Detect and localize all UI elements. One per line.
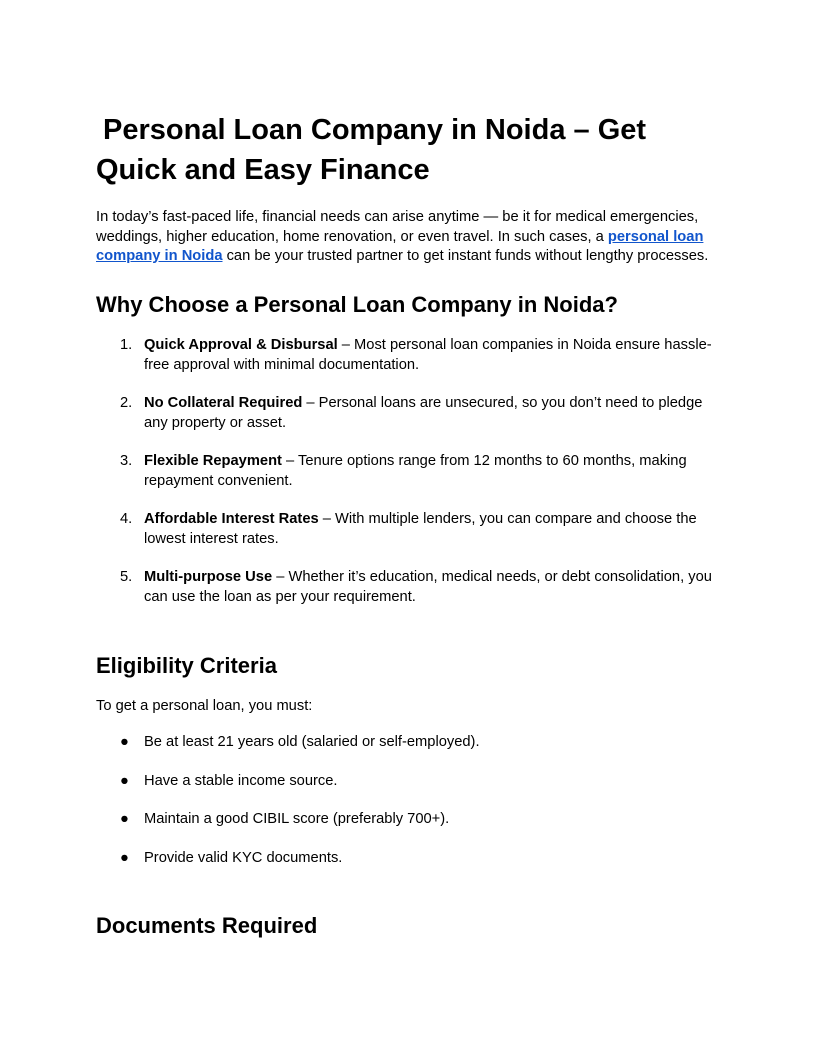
bullet-icon: ● bbox=[120, 734, 129, 750]
list-item bbox=[96, 394, 720, 452]
list-number: 3. bbox=[120, 453, 133, 469]
list-item bbox=[96, 733, 720, 772]
list-item-text: Be at least 21 years old (salaried or self-employed). bbox=[144, 734, 480, 750]
list-item-title: Quick Approval & Disbursal bbox=[144, 337, 338, 353]
list-item bbox=[96, 336, 720, 394]
eligibility-list bbox=[96, 733, 720, 887]
eligibility-intro: To get a personal loan, you must: bbox=[96, 698, 313, 714]
why-choose-heading: Why Choose a Personal Loan Company in Noida? bbox=[96, 292, 618, 317]
list-item-text: – Whether it’s education, medical needs, or debt consolidation, you can use the loan as per your requirement. bbox=[144, 569, 712, 605]
list-item-text: – With multiple lenders, you can compare and choose the lowest interest rates. bbox=[144, 511, 697, 547]
list-item-text: – Personal loans are unsecured, so you don’t need to pledge any property or asset. bbox=[144, 395, 703, 431]
bullet-icon: ● bbox=[120, 772, 129, 789]
page-title-text: Personal Loan Company in Noida – Get Quick and Easy Finance bbox=[96, 114, 647, 186]
list-item bbox=[96, 510, 720, 568]
list-item bbox=[96, 849, 720, 888]
page-title bbox=[96, 110, 720, 190]
list-item-text: – Tenure options range from 12 months to 60 months, making repayment convenient. bbox=[144, 453, 687, 489]
list-item-title: Flexible Repayment bbox=[144, 453, 282, 469]
list-number: 1. bbox=[120, 337, 133, 353]
bullet-icon: ● bbox=[120, 811, 129, 827]
list-number: 4. bbox=[120, 511, 133, 527]
intro-paragraph bbox=[96, 208, 720, 267]
list-number: 5. bbox=[120, 569, 133, 585]
personal-loan-link[interactable]: personal loan company in Noida bbox=[96, 228, 704, 264]
list-item-text: Provide valid KYC documents. bbox=[144, 849, 343, 866]
list-item bbox=[96, 772, 720, 811]
list-item-text: – Most personal loan companies in Noida ensure hassle-free approval with minimal documentation. bbox=[144, 337, 712, 373]
documents-heading: Documents Required bbox=[96, 913, 318, 938]
list-item-title: No Collateral Required bbox=[144, 395, 303, 411]
list-item-text: Have a stable income source. bbox=[144, 772, 338, 789]
intro-text-before: In today’s fast-paced life, financial needs can arise anytime — be it for medical emergencies, weddings, higher education, home renovation, or even travel. In such cases, a bbox=[96, 209, 699, 245]
list-item bbox=[96, 452, 720, 510]
list-item-text: Maintain a good CIBIL score (preferably 700+). bbox=[144, 811, 450, 827]
intro-text-after: can be your trusted partner to get instant funds without lengthy processes. bbox=[222, 248, 709, 264]
list-number: 2. bbox=[120, 395, 133, 411]
list-item-title: Multi-purpose Use bbox=[144, 569, 273, 585]
reasons-list bbox=[96, 336, 720, 626]
bullet-icon: ● bbox=[120, 849, 129, 866]
list-item-title: Affordable Interest Rates bbox=[144, 511, 319, 527]
eligibility-heading: Eligibility Criteria bbox=[96, 653, 277, 678]
list-item bbox=[96, 568, 720, 626]
list-item bbox=[96, 810, 720, 849]
